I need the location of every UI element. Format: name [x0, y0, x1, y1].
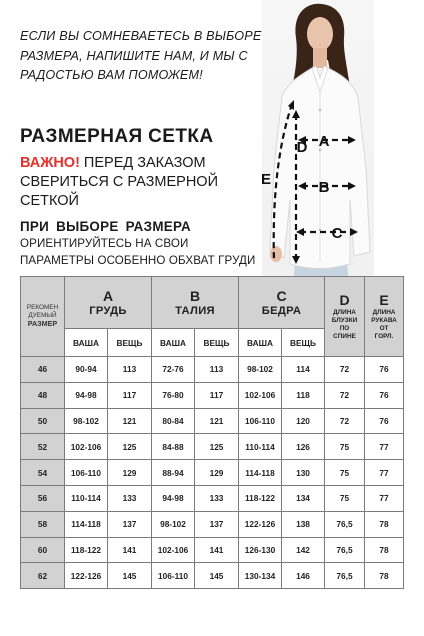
cell-hips-yours: 110-114	[239, 434, 282, 460]
sub-item-c: ВЕЩЬ	[282, 329, 325, 357]
group-header-b: B ТАЛИЯ	[152, 277, 239, 329]
cell-waist-item: 145	[195, 563, 239, 589]
cell-bust-item: 141	[108, 537, 152, 563]
cell-size: 46	[21, 357, 65, 383]
model-photo	[262, 0, 374, 276]
cell-waist-item: 121	[195, 408, 239, 434]
cell-size: 50	[21, 408, 65, 434]
cell-hips-item: 134	[282, 485, 325, 511]
sub-yours-a: ВАША	[65, 329, 108, 357]
warning-body: ПЕРЕД ЗАКАЗОМ СВЕРИТЬСЯ С РАЗМЕРНОЙ СЕТКОЙ	[20, 155, 218, 209]
cell-waist-item: 141	[195, 537, 239, 563]
cell-hips-yours: 126-130	[239, 537, 282, 563]
cell-waist-yours: 76-80	[152, 382, 195, 408]
group-header-c: C БЕДРА	[239, 277, 325, 329]
cell-length-d: 72	[325, 357, 365, 383]
cell-sleeve-e: 78	[365, 563, 404, 589]
cell-length-d: 75	[325, 460, 365, 486]
cell-size: 62	[21, 563, 65, 589]
cell-sleeve-e: 76	[365, 382, 404, 408]
label-a: A	[318, 133, 330, 150]
page-title: РАЗМЕРНАЯ СЕТКА	[20, 126, 214, 147]
cell-sleeve-e: 76	[365, 408, 404, 434]
cell-bust-item: 145	[108, 563, 152, 589]
cell-bust-yours: 90-94	[65, 357, 108, 383]
warning-label: ВАЖНО!	[20, 155, 80, 171]
sub-item-a: ВЕЩЬ	[108, 329, 152, 357]
cell-waist-yours: 84-88	[152, 434, 195, 460]
cell-bust-yours: 122-126	[65, 563, 108, 589]
cell-waist-yours: 94-98	[152, 485, 195, 511]
sub-yours-c: ВАША	[239, 329, 282, 357]
group-header-a: A ГРУДЬ	[65, 277, 152, 329]
cell-hips-yours: 102-106	[239, 382, 282, 408]
cell-hips-yours: 106-110	[239, 408, 282, 434]
cell-waist-yours: 80-84	[152, 408, 195, 434]
cell-length-d: 75	[325, 485, 365, 511]
col-d-header: D ДЛИНА БЛУЗКИ ПО СПИНЕ	[325, 277, 365, 357]
cell-sleeve-e: 76	[365, 357, 404, 383]
cell-size: 60	[21, 537, 65, 563]
cell-hips-item: 130	[282, 460, 325, 486]
cell-waist-yours: 102-106	[152, 537, 195, 563]
label-e: E	[260, 171, 272, 188]
choose-text: ОРИЕНТИРУЙТЕСЬ НА СВОИ ПАРАМЕТРЫ ОСОБЕННО ОБХВАТ ГРУДИ	[20, 237, 256, 267]
cell-bust-yours: 98-102	[65, 408, 108, 434]
cell-sleeve-e: 78	[365, 511, 404, 537]
table-row	[21, 537, 404, 563]
intro-text: ЕСЛИ ВЫ СОМНЕВАЕТЕСЬ В ВЫБОРЕ РАЗМЕРА, НАПИШИТЕ НАМ, И МЫ С РАДОСТЬЮ ВАМ ПОМОЖЕМ!	[20, 29, 262, 82]
cell-waist-item: 125	[195, 434, 239, 460]
cell-bust-yours: 114-118	[65, 511, 108, 537]
sub-item-b: ВЕЩЬ	[195, 329, 239, 357]
col-e-header: E ДЛИНА РУКАВА ОТ ГОРЛ.	[365, 277, 404, 357]
cell-length-d: 76,5	[325, 511, 365, 537]
cell-sleeve-e: 77	[365, 485, 404, 511]
cell-bust-item: 137	[108, 511, 152, 537]
cell-hips-item: 146	[282, 563, 325, 589]
cell-size: 52	[21, 434, 65, 460]
cell-waist-yours: 98-102	[152, 511, 195, 537]
model-diagram	[262, 0, 374, 276]
table-header-row	[21, 277, 404, 329]
cell-bust-yours: 106-110	[65, 460, 108, 486]
cell-bust-item: 113	[108, 357, 152, 383]
cell-length-d: 76,5	[325, 537, 365, 563]
warning-text	[20, 154, 250, 211]
cell-waist-yours: 106-110	[152, 563, 195, 589]
table-row	[21, 357, 404, 383]
cell-waist-item: 113	[195, 357, 239, 383]
choose-heading: ПРИ ВЫБОРЕ РАЗМЕРА	[20, 219, 192, 234]
cell-sleeve-e: 78	[365, 537, 404, 563]
cell-hips-yours: 122-126	[239, 511, 282, 537]
cell-size: 54	[21, 460, 65, 486]
cell-hips-yours: 98-102	[239, 357, 282, 383]
cell-hips-item: 120	[282, 408, 325, 434]
cell-waist-item: 129	[195, 460, 239, 486]
cell-bust-yours: 94-98	[65, 382, 108, 408]
cell-hips-item: 126	[282, 434, 325, 460]
label-d: D	[296, 139, 308, 156]
cell-size: 56	[21, 485, 65, 511]
cell-bust-item: 133	[108, 485, 152, 511]
cell-bust-item: 121	[108, 408, 152, 434]
cell-sleeve-e: 77	[365, 434, 404, 460]
cell-bust-item: 129	[108, 460, 152, 486]
cell-waist-yours: 72-76	[152, 357, 195, 383]
cell-hips-item: 138	[282, 511, 325, 537]
table-row	[21, 485, 404, 511]
table-row	[21, 408, 404, 434]
cell-length-d: 72	[325, 408, 365, 434]
cell-hips-yours: 118-122	[239, 485, 282, 511]
table-row	[21, 434, 404, 460]
cell-length-d: 72	[325, 382, 365, 408]
cell-waist-yours: 88-94	[152, 460, 195, 486]
cell-bust-yours: 102-106	[65, 434, 108, 460]
cell-hips-item: 142	[282, 537, 325, 563]
cell-bust-yours: 110-114	[65, 485, 108, 511]
cell-bust-yours: 118-122	[65, 537, 108, 563]
cell-size: 58	[21, 511, 65, 537]
label-b: B	[318, 179, 330, 196]
table-row	[21, 511, 404, 537]
cell-waist-item: 137	[195, 511, 239, 537]
cell-waist-item: 133	[195, 485, 239, 511]
size-table	[20, 276, 404, 589]
sub-yours-b: ВАША	[152, 329, 195, 357]
table-row	[21, 563, 404, 589]
cell-bust-item: 117	[108, 382, 152, 408]
cell-sleeve-e: 77	[365, 460, 404, 486]
cell-length-d: 76,5	[325, 563, 365, 589]
cell-hips-item: 118	[282, 382, 325, 408]
cell-length-d: 75	[325, 434, 365, 460]
cell-hips-item: 114	[282, 357, 325, 383]
cell-size: 48	[21, 382, 65, 408]
label-c: C	[331, 225, 343, 242]
table-row	[21, 460, 404, 486]
size-header: РЕКОМЕН ДУЕМЫЙ РАЗМЕР	[21, 277, 65, 357]
cell-hips-yours: 130-134	[239, 563, 282, 589]
table-row	[21, 382, 404, 408]
cell-bust-item: 125	[108, 434, 152, 460]
cell-hips-yours: 114-118	[239, 460, 282, 486]
cell-waist-item: 117	[195, 382, 239, 408]
